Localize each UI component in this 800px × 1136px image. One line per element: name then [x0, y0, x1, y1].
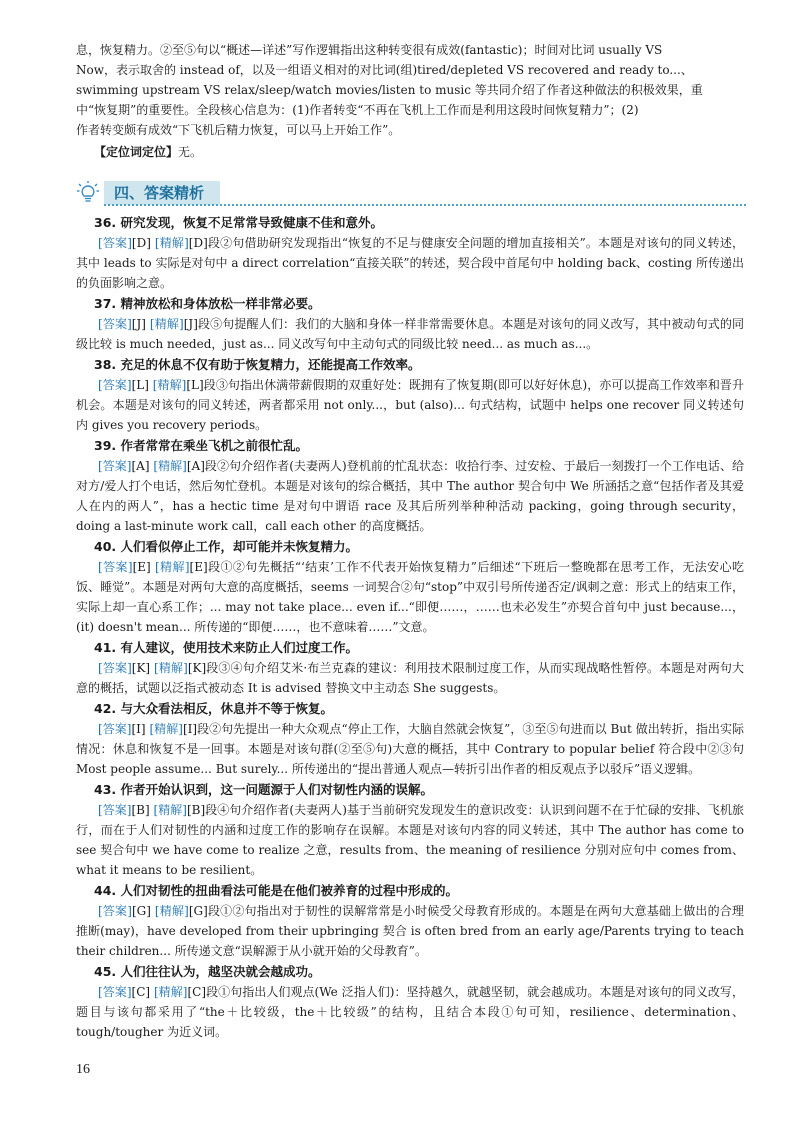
- analysis-label: [精解]: [152, 378, 187, 392]
- answer-letter: [B]: [131, 803, 150, 817]
- answer-label: [答案]: [98, 317, 132, 331]
- page-number: 16: [76, 1062, 90, 1077]
- answer-letter: [I]: [131, 722, 146, 736]
- question-title: 39. 作者常常在乘坐飞机之前很忙乱。: [94, 438, 308, 453]
- answer-label: [答案]: [98, 722, 132, 736]
- analysis-text: [I]段②句先提出一种大众观点“停止工作，大脑自然就会恢复”，③至⑤句进而以 But 做出转折，指出实际情况：休息和恢复不是一回事。本题是对该句群(②至⑤句)大意的概括，其中 Contrary to popular belief 符合段中②③句 Most people assume... But surely... 所传递出的“提出普通人观点—转折引出作者的相反观点予以驳斥”语义逻辑。: [76, 722, 744, 776]
- question-analysis: [76, 557, 744, 637]
- answer-letter: [E]: [132, 560, 151, 574]
- analysis-text: [J]段⑤句提醒人们：我们的大脑和身体一样非常需要休息。本题是对该句的同义改写，其中被动句式的同级比较 is much needed，just as... 同义改写句中主动句式的同级比较 need... as much as...。: [76, 317, 744, 351]
- answer-letter: [J]: [131, 317, 146, 331]
- analysis-label: [精解]: [149, 722, 183, 736]
- question-analysis: [76, 314, 744, 354]
- answer-item: [76, 294, 744, 354]
- analysis-text: [E]段①②句先概括“‘结束’工作不代表开始恢复精力”后细述“下班后一整晚都在思考工作，无法安心吃饭、睡觉”。本题是对两句大意的高度概括，seems 一词契合②句“stop”中双引号所传递否定/讽刺之意：形式上的结束工作，实际上却一直心系工作；... may not take place... even if...“即便……，……也未必发生”亦契合首句中 just because...，(it) doesn't mean... 所传递的“即便……，也不意味着……”文意。: [76, 560, 744, 634]
- section-header: [76, 178, 746, 208]
- locating-note: [76, 142, 744, 162]
- lightbulb-icon: [76, 180, 100, 204]
- answer-item: [76, 962, 744, 1042]
- answer-letter: [K]: [131, 661, 151, 675]
- intro-line: 中“恢复期”的重要性。全段核心信息为：(1)作者转变“不再在飞机上工作而是利用这段时间恢复精力”；(2): [76, 103, 639, 117]
- locating-label: 【定位词定位】: [94, 145, 179, 159]
- intro-line: 作者转变颇有成效“下飞机后精力恢复，可以马上开始工作”。: [76, 123, 401, 137]
- analysis-label: [精解]: [154, 236, 189, 250]
- answer-letter: [D]: [131, 236, 151, 250]
- question-analysis: [76, 901, 744, 961]
- analysis-label: [精解]: [149, 317, 184, 331]
- question-title: 38. 充足的休息不仅有助于恢复精力，还能提高工作效率。: [94, 357, 421, 372]
- answer-label: [答案]: [98, 985, 132, 999]
- answer-label: [答案]: [98, 459, 132, 473]
- answer-item: [76, 780, 744, 880]
- answer-label: [答案]: [98, 661, 132, 675]
- answer-letter: [G]: [131, 904, 151, 918]
- analysis-text: [G]段①②句指出对于韧性的误解常常是小时候受父母教育形成的。本题是在两句大意基础上做出的合理推断(may)，have developed from their upbringing 契合 is often bred from an early age/Parents trying to teach their children... 所传递文意“误解源于从小就开始的父母教育”。: [76, 904, 744, 958]
- answer-item: [76, 881, 744, 961]
- analysis-text: [K]段③④句介绍艾米·布兰克森的建议：利用技术限制过度工作，从而实现战略性暂停。本题是对两句大意的概括，试题以泛指式被动态 It is advised 替换文中主动态 She suggests。: [76, 661, 744, 695]
- answer-letter: [L]: [131, 378, 149, 392]
- answer-item: [76, 699, 744, 779]
- analysis-text: [C]段①句指出人们观点(We 泛指人们)：坚持越久，就越坚韧，就会越成功。本题是对该句的同义改写，题目与该句都采用了“the＋比较级，the＋比较级”的结构，且结合本段①句可知，resilience、determination、tough/tougher 为近义词。: [76, 985, 744, 1039]
- analysis-label: [精解]: [153, 459, 187, 473]
- analysis-text: [L]段③句指出休满带薪假期的双重好处：既拥有了恢复期(即可以好好休息)，亦可以提高工作效率和晋升机会。本题是对该句的同义转述，两者都采用 not only...，but (also)... 句式结构，试题中 helps one recover 同义转述句内 gives you recovery periods。: [76, 378, 744, 432]
- answer-label: [答案]: [98, 803, 132, 817]
- question-title: 36. 研究发现，恢复不足常常导致健康不佳和意外。: [94, 215, 383, 230]
- question-title: 44. 人们对韧性的扭曲看法可能是在他们被养育的过程中形成的。: [94, 883, 458, 898]
- analysis-text: [D]段②句借助研究发现指出“恢复的不足与健康安全问题的增加直接相关”。本题是对该句的同义转述，其中 leads to 实际是对句中 a direct correlation“直接关联”的转述，契合段中首尾句中 holding back、costing 所传递出的负面影响之意。: [76, 236, 744, 290]
- answer-item: [76, 638, 744, 698]
- answer-label: [答案]: [98, 904, 132, 918]
- intro-line: swimming upstream VS relax/sleep/watch movies/listen to music 等共同介绍了作者这种做法的积极效果，重: [76, 83, 703, 97]
- answer-item: [76, 213, 744, 293]
- answer-item: [76, 355, 744, 435]
- question-title: 41. 有人建议，使用技术来防止人们过度工作。: [94, 640, 358, 655]
- section-divider: [104, 204, 746, 206]
- answer-label: [答案]: [98, 560, 133, 574]
- question-analysis: [76, 658, 744, 698]
- intro-line: 息，恢复精力。②至⑤句以“概述—详述”写作逻辑指出这种转变很有成效(fantastic)；时间对比词 usually VS: [76, 43, 663, 57]
- answer-item: [76, 436, 744, 536]
- analysis-label: [精解]: [153, 985, 188, 999]
- answer-label: [答案]: [98, 378, 132, 392]
- analysis-text: [B]段④句介绍作者(夫妻两人)基于当前研究发现发生的意识改变：认识到问题不在于忙碌的安排、飞机旅行，而在于人们对韧性的内涵和过度工作的影响存在误解。本题是对该句内容的同义转述，其中 The author has come to see 契合句中 we have come to realize 之意，results from、the meaning of resilience 分别对应句中 comes from、what it means to be resilient。: [76, 803, 744, 877]
- answer-letter: [A]: [131, 459, 150, 473]
- question-analysis: [76, 375, 744, 435]
- locating-value: 无。: [178, 145, 203, 159]
- question-title: 40. 人们看似停止工作，却可能并未恢复精力。: [94, 539, 358, 554]
- question-title: 37. 精神放松和身体放松一样非常必要。: [94, 296, 321, 311]
- question-title: 45. 人们往往认为，越坚决就会越成功。: [94, 964, 321, 979]
- analysis-label: [精解]: [154, 560, 190, 574]
- analysis-text: [A]段②句介绍作者(夫妻两人)登机前的忙乱状态：收拾行李、过安检、于最后一刻拨打一个工作电话、给对方/爱人打个电话，然后匆忙登机。本题是对该句的综合概括，其中 The author 契合句中 We 所涵括之意“包括作者及其爱人在内的两人”，has a hectic time 是对句中谓语 race 及其后所列举种种活动 packing，going through security，doing a last-minute work call，call each other 的高度概括。: [76, 459, 744, 533]
- intro-paragraph: [76, 40, 744, 162]
- question-analysis: [76, 800, 744, 880]
- question-analysis: [76, 719, 744, 779]
- intro-line: Now，表示取舍的 instead of，以及一组语义相对的对比词(组)tired/depleted VS recovered and ready to...、: [76, 63, 693, 77]
- answer-item: [76, 537, 744, 637]
- question-title: 43. 作者开始认识到，这一问题源于人们对韧性内涵的误解。: [94, 782, 433, 797]
- section-title: 四、答案精析: [104, 181, 220, 205]
- question-analysis: [76, 456, 744, 536]
- analysis-label: [精解]: [154, 661, 188, 675]
- question-analysis: [76, 233, 744, 293]
- answer-letter: [C]: [131, 985, 151, 999]
- analysis-label: [精解]: [153, 803, 187, 817]
- question-analysis: [76, 982, 744, 1042]
- answer-list: [76, 213, 744, 1043]
- question-title: 42. 与大众看法相反，休息并不等于恢复。: [94, 701, 333, 716]
- answer-label: [答案]: [98, 236, 132, 250]
- analysis-label: [精解]: [154, 904, 189, 918]
